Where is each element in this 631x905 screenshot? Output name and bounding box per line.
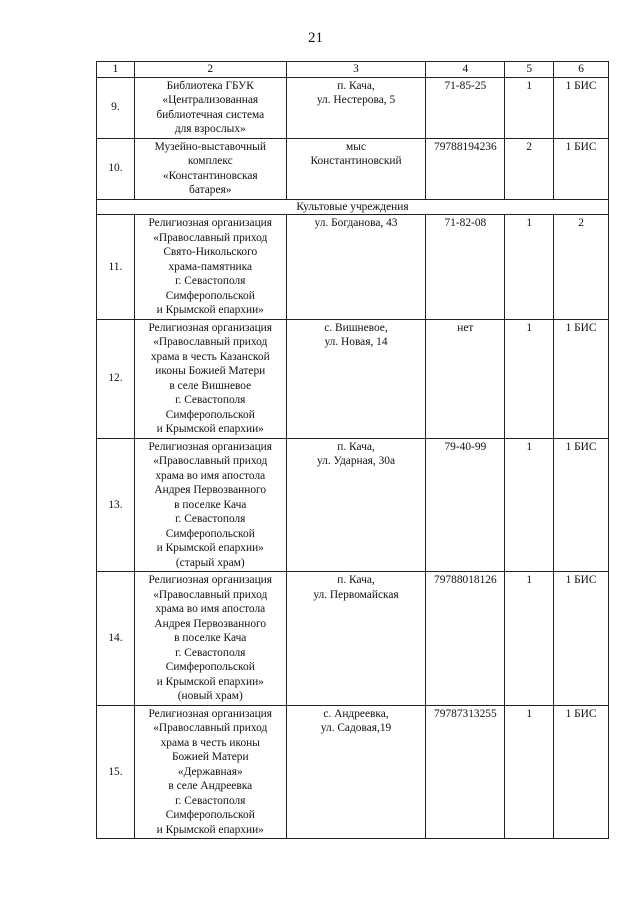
organization-name: Религиозная организация «Православный приход храма в честь Казанской иконы Божией Матери в селе Вишневое г. Севастополя Симферопольской и Крымской епархии» (134, 319, 286, 438)
column-5-value: 1 (505, 438, 554, 572)
phone-number: 71-82-08 (426, 215, 505, 320)
phone-number: 71-85-25 (426, 77, 505, 138)
header-cell: 4 (426, 62, 505, 78)
table-row (97, 438, 609, 572)
phone-number: 79788194236 (426, 138, 505, 199)
row-number: 14. (97, 572, 135, 706)
column-6-value: 2 (554, 215, 609, 320)
column-5-value: 1 (505, 77, 554, 138)
header-cell: 3 (286, 62, 426, 78)
organization-name: Религиозная организация «Православный приход Свято-Никольского храма-памятника г. Севастополя Симферопольской и Крымской епархии» (134, 215, 286, 320)
column-5-value: 1 (505, 319, 554, 438)
organization-name: Религиозная организация «Православный приход храма во имя апостола Андрея Первозванного в поселке Кача г. Севастополя Симферопольской и Крымской епархии» (старый храм) (134, 438, 286, 572)
row-number: 13. (97, 438, 135, 572)
address: п. Кача, ул. Нестерова, 5 (286, 77, 426, 138)
header-cell: 2 (134, 62, 286, 78)
phone-number: 79788018126 (426, 572, 505, 706)
row-number: 10. (97, 138, 135, 199)
organization-name: Библиотека ГБУК «Централизованная библиотечная система для взрослых» (134, 77, 286, 138)
address: ул. Богданова, 43 (286, 215, 426, 320)
column-5-value: 1 (505, 572, 554, 706)
row-number: 12. (97, 319, 135, 438)
table-row (97, 138, 609, 199)
phone-number: нет (426, 319, 505, 438)
column-6-value: 1 БИС (554, 77, 609, 138)
organization-name: Музейно-выставочный комплекс «Константиновская батарея» (134, 138, 286, 199)
column-5-value: 2 (505, 138, 554, 199)
phone-number: 79-40-99 (426, 438, 505, 572)
column-5-value: 1 (505, 215, 554, 320)
address: п. Кача, ул. Первомайская (286, 572, 426, 706)
table-row (97, 572, 609, 706)
organization-name: Религиозная организация «Православный приход храма во имя апостола Андрея Первозванного в поселке Кача г. Севастополя Симферопольской и Крымской епархии» (новый храм) (134, 572, 286, 706)
address: с. Вишневое, ул. Новая, 14 (286, 319, 426, 438)
table-row (97, 705, 609, 839)
row-number: 15. (97, 705, 135, 839)
table-header-row (97, 62, 609, 78)
row-number: 9. (97, 77, 135, 138)
column-6-value: 1 БИС (554, 572, 609, 706)
address: п. Кача, ул. Ударная, 30а (286, 438, 426, 572)
section-title: Культовые учреждения (97, 199, 609, 215)
header-cell: 1 (97, 62, 135, 78)
address: с. Андреевка, ул. Садовая,19 (286, 705, 426, 839)
row-number: 11. (97, 215, 135, 320)
column-6-value: 1 БИС (554, 438, 609, 572)
organization-name: Религиозная организация «Православный приход храма в честь иконы Божией Матери «Державная» в селе Андреевка г. Севастополя Симферопольской и Крымской епархии» (134, 705, 286, 839)
address: мыс Константиновский (286, 138, 426, 199)
column-6-value: 1 БИС (554, 138, 609, 199)
column-6-value: 1 БИС (554, 319, 609, 438)
table-row (97, 319, 609, 438)
table-row (97, 215, 609, 320)
header-cell: 6 (554, 62, 609, 78)
phone-number: 79787313255 (426, 705, 505, 839)
section-row (97, 199, 609, 215)
institutions-table (96, 61, 609, 839)
column-6-value: 1 БИС (554, 705, 609, 839)
column-5-value: 1 (505, 705, 554, 839)
header-cell: 5 (505, 62, 554, 78)
page-number: 21 (308, 30, 323, 46)
table-row (97, 77, 609, 138)
